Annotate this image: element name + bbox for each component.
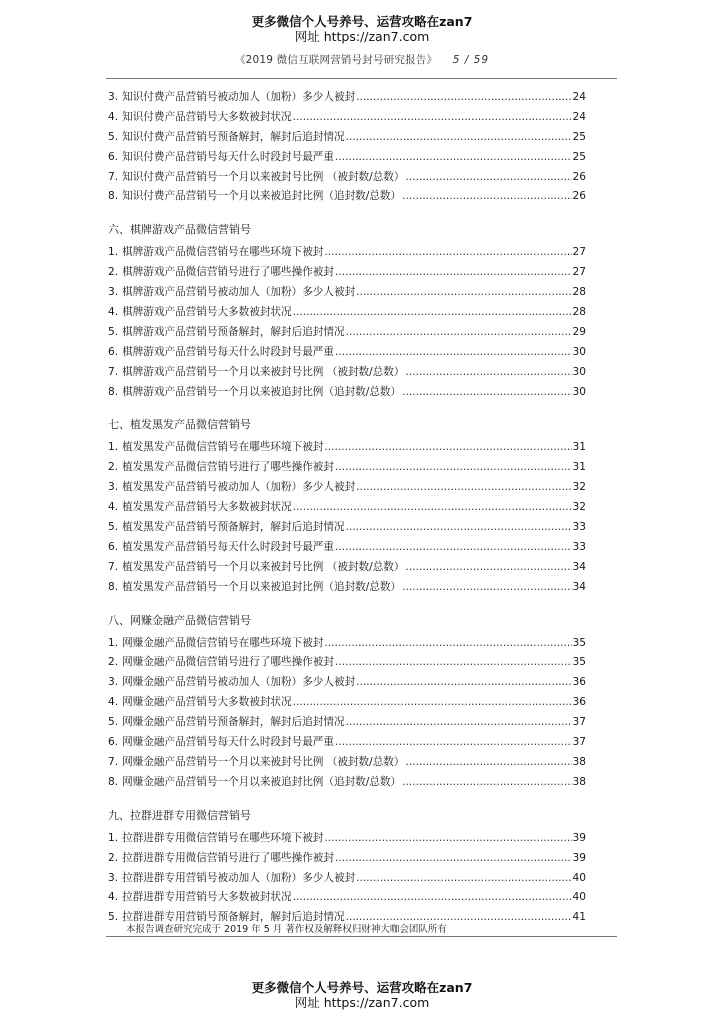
toc-entry-page: 40: [572, 891, 586, 904]
toc-entry[interactable]: [108, 538, 586, 558]
toc-entry-number: 4.: [108, 306, 119, 319]
toc-entry-number: 1.: [108, 831, 119, 844]
toc-dot-leader: [335, 343, 572, 363]
toc-entry[interactable]: [108, 773, 586, 793]
toc-entry[interactable]: [108, 168, 586, 188]
toc-entry-page: 27: [572, 266, 586, 279]
document-header: [0, 52, 724, 67]
toc-dot-leader: [293, 108, 572, 128]
toc-entry-number: 6.: [108, 736, 119, 749]
toc-entry[interactable]: [108, 438, 586, 458]
copyright-note: 本报告调查研究完成于 2019 年 5 月 著作权及解释权归财神大咖会团队所有: [126, 924, 447, 935]
toc-entry-number: 3.: [108, 481, 119, 494]
table-of-contents: [108, 88, 586, 928]
toc-dot-leader: [346, 128, 572, 148]
toc-dot-leader: [402, 578, 571, 598]
promo-url[interactable]: 网址 https://zan7.com: [294, 29, 430, 44]
footer-divider: [106, 936, 617, 937]
toc-entry[interactable]: [108, 128, 586, 148]
toc-entry-title: 网赚金融产品微信营销号在哪些环境下被封: [122, 636, 324, 649]
toc-entry-page: 33: [572, 521, 586, 534]
toc-section-title[interactable]: 六、棋牌游戏产品微信营销号: [108, 223, 251, 237]
toc-section-title[interactable]: 八、网赚金融产品微信营销号: [108, 613, 251, 627]
toc-entry[interactable]: [108, 829, 586, 849]
toc-entry[interactable]: [108, 343, 586, 363]
toc-entry-title: 网赚金融产品营销号大多数被封状况: [122, 696, 292, 709]
toc-entry[interactable]: [108, 693, 586, 713]
toc-dot-leader: [335, 653, 572, 673]
toc-entry-title: 植发黑发产品营销号一个月以来被追封比例（追封数/总数）: [122, 580, 402, 593]
toc-entry[interactable]: [108, 869, 586, 889]
toc-entry-page: 34: [572, 580, 586, 593]
toc-entry[interactable]: [108, 849, 586, 869]
toc-entry-number: 5.: [108, 521, 119, 534]
toc-entry-page: 30: [572, 365, 586, 378]
toc-entry-number: 4.: [108, 110, 119, 123]
toc-dot-leader: [335, 849, 572, 869]
toc-entry-title: 植发黑发产品微信营销号在哪些环境下被封: [122, 441, 324, 454]
toc-dot-leader: [402, 773, 571, 793]
toc-entry-title: 网赚金融产品营销号每天什么时段封号最严重: [122, 736, 334, 749]
toc-entry-page: 31: [572, 441, 586, 454]
toc-entry-number: 3.: [108, 871, 119, 884]
toc-dot-leader: [356, 478, 571, 498]
toc-dot-leader: [324, 243, 571, 263]
toc-dot-leader: [346, 323, 572, 343]
toc-entry[interactable]: [108, 518, 586, 538]
toc-entry-title: 拉群进群专用微信营销号在哪些环境下被封: [122, 831, 324, 844]
toc-dot-leader: [324, 829, 571, 849]
toc-entry-number: 5.: [108, 130, 119, 143]
toc-entry-number: 2.: [108, 461, 119, 474]
toc-entry[interactable]: [108, 187, 586, 207]
toc-entry-number: 8.: [108, 385, 119, 398]
toc-entry-title: 棋牌游戏产品微信营销号在哪些环境下被封: [122, 246, 324, 259]
toc-entry-page: 32: [572, 481, 586, 494]
toc-entry-title: 棋牌游戏产品营销号一个月以来被追封比例（追封数/总数）: [122, 385, 402, 398]
toc-entry-page: 30: [572, 345, 586, 358]
toc-entry-page: 29: [572, 325, 586, 338]
toc-entry-title: 网赚金融产品营销号一个月以来被追封比例（追封数/总数）: [122, 775, 402, 788]
toc-entry[interactable]: [108, 888, 586, 908]
toc-entry-page: 27: [572, 246, 586, 259]
toc-entry-number: 5.: [108, 911, 119, 924]
toc-entry-title: 知识付费产品营销号被动加人（加粉）多少人被封: [122, 91, 356, 103]
toc-entry-title: 知识付费产品营销号一个月以来被封号比例 （被封数/总数）: [122, 170, 405, 183]
toc-entry-number: 2.: [108, 656, 119, 669]
toc-entry-number: 3.: [108, 676, 119, 689]
promo-line-1: 更多微信个人号养号、运营攻略在zan7: [251, 980, 473, 995]
page-indicator: 5 / 59: [452, 54, 490, 66]
toc-entry-page: 26: [572, 190, 586, 203]
toc-entry-title: 植发黑发产品营销号大多数被封状况: [122, 501, 292, 514]
toc-entry-number: 3.: [108, 91, 119, 103]
toc-entry-number: 4.: [108, 891, 119, 904]
toc-entry-title: 植发黑发产品营销号一个月以来被封号比例 （被封数/总数）: [122, 560, 405, 573]
toc-entry-title: 知识付费产品营销号一个月以来被追封比例（追封数/总数）: [122, 190, 402, 203]
toc-dot-leader: [346, 713, 572, 733]
toc-dot-leader: [405, 558, 571, 578]
toc-entry-page: 33: [572, 540, 586, 553]
toc-dot-leader: [293, 303, 572, 323]
toc-entry-number: 4.: [108, 501, 119, 514]
toc-entry-page: 28: [572, 306, 586, 319]
document-title: 《2019 微信互联网营销号封号研究报告》: [234, 54, 438, 66]
toc-entry[interactable]: [108, 108, 586, 128]
toc-entry-title: 拉群进群专用营销号预备解封，解封后追封情况: [122, 911, 345, 924]
toc-entry-page: 37: [572, 716, 586, 729]
toc-dot-leader: [293, 498, 572, 518]
toc-entry-page: 26: [572, 170, 586, 183]
toc-entry-number: 8.: [108, 580, 119, 593]
toc-entry-page: 39: [572, 831, 586, 844]
toc-entry-number: 5.: [108, 716, 119, 729]
toc-dot-leader: [293, 888, 572, 908]
toc-entry-title: 棋牌游戏产品营销号每天什么时段封号最严重: [122, 345, 334, 358]
toc-dot-leader: [335, 148, 572, 168]
toc-entry[interactable]: [108, 733, 586, 753]
toc-entry-number: 1.: [108, 636, 119, 649]
toc-entry[interactable]: [108, 634, 586, 654]
toc-entry-number: 1.: [108, 246, 119, 259]
toc-entry-title: 棋牌游戏产品营销号大多数被封状况: [122, 306, 292, 319]
toc-entry[interactable]: [108, 263, 586, 283]
toc-dot-leader: [324, 634, 571, 654]
header-divider: [106, 78, 617, 79]
toc-entry-page: 34: [572, 560, 586, 573]
toc-entry-number: 7.: [108, 170, 119, 183]
toc-entry-page: 30: [572, 385, 586, 398]
toc-entry-number: 6.: [108, 540, 119, 553]
toc-entry[interactable]: [108, 578, 586, 598]
toc-entry-page: 35: [572, 636, 586, 649]
toc-entry-page: 38: [572, 775, 586, 788]
toc-entry[interactable]: [108, 323, 586, 343]
toc-entry-page: 38: [572, 755, 586, 768]
toc-entry-number: 7.: [108, 560, 119, 573]
toc-entry-title: 拉群进群专用营销号被动加人（加粉）多少人被封: [122, 871, 356, 884]
toc-entry-page: 37: [572, 736, 586, 749]
promo-line-1: 更多微信个人号养号、运营攻略在zan7: [251, 14, 473, 29]
toc-entry[interactable]: [108, 713, 586, 733]
toc-entry-page: 36: [572, 676, 586, 689]
toc-dot-leader: [335, 538, 572, 558]
toc-entry[interactable]: [108, 303, 586, 323]
toc-entry[interactable]: [108, 558, 586, 578]
toc-entry-page: 31: [572, 461, 586, 474]
toc-entry-title: 植发黑发产品微信营销号进行了哪些操作被封: [122, 461, 334, 474]
toc-entry[interactable]: [108, 243, 586, 263]
toc-entry-page: 35: [572, 656, 586, 669]
toc-entry-title: 网赚金融产品营销号一个月以来被封号比例 （被封数/总数）: [122, 755, 405, 768]
toc-dot-leader: [324, 438, 571, 458]
toc-entry-title: 网赚金融产品微信营销号进行了哪些操作被封: [122, 656, 334, 669]
toc-entry-number: 4.: [108, 696, 119, 709]
toc-entry-number: 7.: [108, 755, 119, 768]
toc-entry[interactable]: [108, 88, 586, 108]
toc-section-title[interactable]: 七、植发黑发产品微信营销号: [108, 418, 251, 432]
toc-entry-page: 41: [572, 911, 586, 924]
toc-dot-leader: [356, 88, 571, 108]
toc-dot-leader: [356, 283, 571, 303]
toc-dot-leader: [356, 869, 571, 889]
toc-entry[interactable]: [108, 498, 586, 518]
toc-entry[interactable]: [108, 383, 586, 403]
toc-entry[interactable]: [108, 478, 586, 498]
toc-entry-page: 39: [572, 851, 586, 864]
toc-entry-title: 网赚金融产品营销号预备解封，解封后追封情况: [122, 716, 345, 729]
toc-dot-leader: [402, 383, 571, 403]
toc-dot-leader: [405, 168, 571, 188]
toc-entry-title: 拉群进群专用营销号大多数被封状况: [122, 891, 292, 904]
toc-entry[interactable]: [108, 283, 586, 303]
toc-entry-title: 知识付费产品营销号预备解封，解封后追封情况: [122, 130, 345, 143]
promo-banner-bottom: [0, 980, 724, 1010]
toc-entry-number: 5.: [108, 325, 119, 338]
toc-entry-page: 24: [572, 110, 586, 123]
toc-entry-title: 拉群进群专用微信营销号进行了哪些操作被封: [122, 851, 334, 864]
toc-entry-number: 3.: [108, 286, 119, 299]
toc-entry[interactable]: [108, 148, 586, 168]
toc-entry-title: 知识付费产品营销号每天什么时段封号最严重: [122, 150, 334, 163]
toc-dot-leader: [335, 733, 572, 753]
toc-entry-page: 25: [572, 130, 586, 143]
toc-entry-page: 24: [572, 91, 586, 103]
toc-entry-page: 32: [572, 501, 586, 514]
toc-entry-title: 植发黑发产品营销号预备解封，解封后追封情况: [122, 521, 345, 534]
toc-entry-number: 8.: [108, 775, 119, 788]
toc-entry-page: 40: [572, 871, 586, 884]
toc-dot-leader: [293, 693, 572, 713]
toc-entry-number: 2.: [108, 266, 119, 279]
toc-entry-title: 知识付费产品营销号大多数被封状况: [122, 110, 292, 123]
toc-dot-leader: [402, 187, 571, 207]
toc-entry-number: 7.: [108, 365, 119, 378]
toc-entry-number: 8.: [108, 190, 119, 203]
toc-entry-number: 2.: [108, 851, 119, 864]
toc-entry-page: 36: [572, 696, 586, 709]
toc-entry-title: 棋牌游戏产品营销号一个月以来被封号比例 （被封数/总数）: [122, 365, 405, 378]
toc-dot-leader: [335, 263, 572, 283]
toc-dot-leader: [335, 458, 572, 478]
toc-entry[interactable]: [108, 363, 586, 383]
toc-entry-title: 网赚金融产品营销号被动加人（加粉）多少人被封: [122, 676, 356, 689]
toc-entry-title: 植发黑发产品营销号每天什么时段封号最严重: [122, 540, 334, 553]
toc-entry-number: 6.: [108, 345, 119, 358]
toc-entry-number: 1.: [108, 441, 119, 454]
toc-dot-leader: [405, 753, 571, 773]
toc-entry-page: 28: [572, 286, 586, 299]
toc-section-title[interactable]: 九、拉群进群专用微信营销号: [108, 808, 251, 822]
toc-entry[interactable]: [108, 653, 586, 673]
toc-entry-title: 棋牌游戏产品营销号被动加人（加粉）多少人被封: [122, 286, 356, 299]
toc-dot-leader: [405, 363, 571, 383]
toc-entry-title: 棋牌游戏产品营销号预备解封，解封后追封情况: [122, 325, 345, 338]
toc-entry-title: 棋牌游戏产品微信营销号进行了哪些操作被封: [122, 266, 334, 279]
toc-entry[interactable]: [108, 753, 586, 773]
toc-dot-leader: [356, 673, 571, 693]
promo-url[interactable]: 网址 https://zan7.com: [294, 995, 430, 1010]
toc-entry[interactable]: [108, 458, 586, 478]
toc-entry-title: 植发黑发产品营销号被动加人（加粉）多少人被封: [122, 481, 356, 494]
toc-dot-leader: [346, 518, 572, 538]
toc-entry-number: 6.: [108, 150, 119, 163]
promo-banner-top: [0, 14, 724, 44]
toc-entry[interactable]: [108, 673, 586, 693]
toc-entry-page: 25: [572, 150, 586, 163]
